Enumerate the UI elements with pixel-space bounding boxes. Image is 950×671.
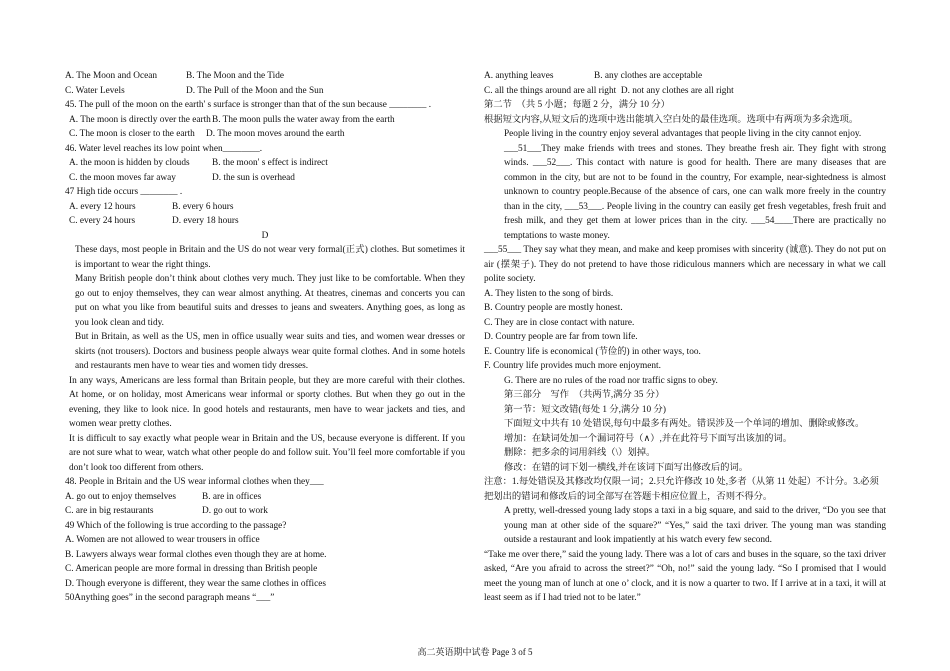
q50-options-ab (484, 69, 886, 84)
q48-option-c: C. are in big restaurants (65, 506, 154, 516)
section-2-option-d: D. Country people are far from town life. (484, 332, 638, 342)
q46-option-c: C. the moon moves far away (69, 172, 176, 183)
q47-options-cd (65, 214, 465, 229)
section-2-paragraph-3: ___55___ They say what they mean, and make and keep promises with sincerity (诚意). They do not put on air (摆架子). They do not pretend to have those ridiculous manners which are necessary in what we call polite society. (484, 245, 886, 284)
q45-option-b: B. The moon pulls the water away from the earth (212, 114, 395, 125)
section-2-instructions: 根据短文内容,从短文后的选项中选出能填入空白处的最佳选项。选项中有两项为多余选项。 (484, 114, 859, 125)
q46-option-d: D. the sun is overhead (212, 172, 295, 183)
q45-option-a: A. The moon is directly over the earth (69, 114, 211, 125)
section-2-option-b: B. Country people are mostly honest. (484, 303, 623, 313)
part-3-note: 注意：1.每处错误及其修改均仅限一词；2.只允许修改 10 处,多者（从第 11 处起）不计分。3.必须把划出的错词和修改后的词全部写在答题卡相应位置上，否则不得分。 (484, 477, 879, 502)
passage-d-paragraph-4: In any ways, Americans are less formal than Britain people, but they are more careful with their clothes. At home, or on holiday, most Americans wear informal or sporty clothes. But when they go out in the evening, they like to look nice. In good hotels and restaurants, men have to wear jackets and ties, and women wear pretty clothes. (69, 375, 465, 429)
q50-stem: 50Anything goes” in the second paragraph means “___” (65, 593, 275, 603)
q50-option-d: D. not any clothes are all right (620, 85, 734, 96)
passage-d-paragraph-2: Many British people don’t think about clothes very much. They just like to be comfortable. When they go out to enjoy themselves, they can wear almost anything. At theatres, cinemas and concerts you can put on what you like from beautiful suits and dresses to jeans and sweaters. Anything goes, as long as you look clean and tidy. (75, 274, 465, 328)
q44-option-c: C. Water Levels (65, 85, 125, 96)
q50-option-c: C. all the things around are all right (484, 85, 617, 96)
q44-option-a: A. The Moon and Ocean (65, 71, 157, 81)
section-2-option-f: F. Country life provides much more enjoyment. (484, 361, 661, 371)
section-2-option-e: E. Country life is economical (节俭的) in other ways, too. (484, 346, 701, 357)
part-3-title: 第三部分 写作 （共两节,满分 35 分） (504, 390, 665, 400)
q46-option-a: A. the moon is hidden by clouds (69, 158, 190, 168)
q44-options-cd (65, 84, 465, 99)
q45-options-ab (65, 113, 465, 128)
q44-option-b: B. The Moon and the Tide (186, 71, 284, 81)
q44-option-d: D. The Pull of the Moon and the Sun (186, 85, 324, 96)
part-3-delete-rule: 删除：把多余的词用斜线（\）划掉。 (504, 448, 656, 458)
section-2-option-c: C. They are in close contact with nature. (484, 317, 635, 328)
left-column (65, 69, 465, 606)
q48-option-a: A. go out to enjoy themselves (65, 491, 177, 502)
part-3-add-rule: 增加：在缺词处加一个漏词符号（∧）,并在此符号下面写出该加的词。 (504, 433, 793, 444)
q50-option-b: B. any clothes are acceptable (594, 71, 703, 81)
q46-options-ab (65, 156, 465, 171)
q45-options-cd (65, 127, 465, 142)
q48-options-ab (65, 490, 465, 505)
section-2-option-g: G. There are no rules of the road nor traffic signs to obey. (504, 375, 718, 386)
part-3-section-1-title: 第一节：短文改错(每处 1 分,满分 10 分) (504, 404, 666, 415)
q48-stem: 48. People in Britain and the US wear informal clothes when they___ (65, 477, 324, 487)
q46-options-cd (65, 171, 465, 186)
q46-stem: 46. Water level reaches its low point when________. (65, 143, 263, 154)
passage-d-paragraph-1: These days, most people in Britain and the US do not wear very formal(正式) clothes. But sometimes it is important to wear the right things. (75, 245, 465, 270)
q44-options-ab (65, 69, 465, 84)
part-3-modify-rule: 修改：在错的词下划一横线,并在该词下面写出修改后的词。 (504, 462, 749, 473)
q47-option-c: C. every 24 hours (69, 216, 136, 226)
section-2-paragraph-1: People living in the country enjoy several advantages that people living in the city cannot enjoy. (504, 129, 862, 139)
q47-option-a: A. every 12 hours (69, 201, 136, 212)
q49-option-b: B. Lawyers always wear formal clothes even though they are at home. (65, 549, 327, 560)
q50-option-a: A. anything leaves (484, 71, 554, 81)
q47-options-ab (65, 200, 465, 215)
section-2-option-a: A. They listen to the song of birds. (484, 288, 614, 299)
q45-stem: 45. The pull of the moon on the earth' s surface is stronger than that of the sun because ________ . (65, 100, 432, 110)
story-paragraph-1: A pretty, well-dressed young lady stops a taxi in a big square, and said to the driver, “Do you see that young man at other side of the square?” “Yes,” said the taxi driver. The young man was standing outside a restaurant and look impatiently at his watch every few second. (504, 506, 886, 545)
q49-option-c: C. American people are more formal in dressing than British people (65, 564, 318, 574)
q49-option-d: D. Though everyone is different, they wear the same clothes in offices (65, 578, 327, 589)
story-paragraph-2: “Take me over there,” said the young lady. There was a lot of cars and buses in the square, so the taxi driver asked, “Are you afraid to across the street?” “Oh, no!” said the young lady. “So I promised that I would meet the young man of lunch at one o’ clock, and it is now a quarter to two. If I arrive at in a taxi, it will at least seem as if I had tried not to be later.” (484, 549, 886, 603)
right-column (484, 69, 886, 606)
q48-option-b: B. are in offices (202, 491, 262, 502)
q48-options-cd (65, 504, 465, 519)
part-3-instructions: 下面短文中共有 10 处错误,每句中最多有两处。错误涉及一个单词的增加、删除或修改。 (504, 419, 865, 429)
page-footer: 高二英语期中试卷 Page 3 of 5 (417, 647, 533, 657)
section-2-title: 第二节 （共 5 小题；每题 2 分，满分 10 分） (484, 100, 670, 110)
q45-option-c: C. The moon is closer to the earth (69, 129, 195, 139)
q49-option-a: A. Women are not allowed to wear trousers in office (65, 535, 260, 545)
q47-stem: 47 High tide occurs ________ . (65, 187, 183, 197)
passage-d-paragraph-5: It is difficult to say exactly what people wear in Britain and the US, because everyone is different. If you are not sure what to wear, watch what other people do and follow suit. You’ll feel more comfortable if you don’t look too different from others. (69, 433, 465, 473)
passage-d-paragraph-3: But in Britain, as well as the US, men in office usually wear suits and ties, and women wear dresses or skirts (not trousers). Doctors and business people always wear quite formal clothes. And in some hotels and restaurants men have to wear ties and women tidy dresses. (75, 332, 465, 371)
q50-options-cd (484, 84, 886, 99)
q47-option-d: D. every 18 hours (172, 216, 239, 226)
section-2-paragraph-2: ___51___They make friends with trees and stones. They breathe fresh air. They fight with strong winds. ___52___. This contact with nature is good for health. There are many diseases that are common in the city, but are not to be found in the country, For example, near-sightedness is almost unknown to country people.Because of the absence of cars, one can walk more freely in the country than in the city, ___53___. People living in the country can easily get fresh vegetables, fresh fruit and fresh milk, and they get them at lower prices than in the city. ___54____There are practically no temptations to waste money. (504, 143, 886, 241)
q49-stem: 49 Which of the following is true according to the passage? (65, 520, 287, 531)
q46-option-b: B. the moon' s effect is indirect (212, 158, 328, 168)
q45-option-d: D. The moon moves around the earth (206, 129, 345, 139)
q47-option-b: B. every 6 hours (172, 201, 234, 212)
passage-d-label: D (261, 230, 269, 241)
q48-option-d: D. go out to work (202, 506, 268, 516)
